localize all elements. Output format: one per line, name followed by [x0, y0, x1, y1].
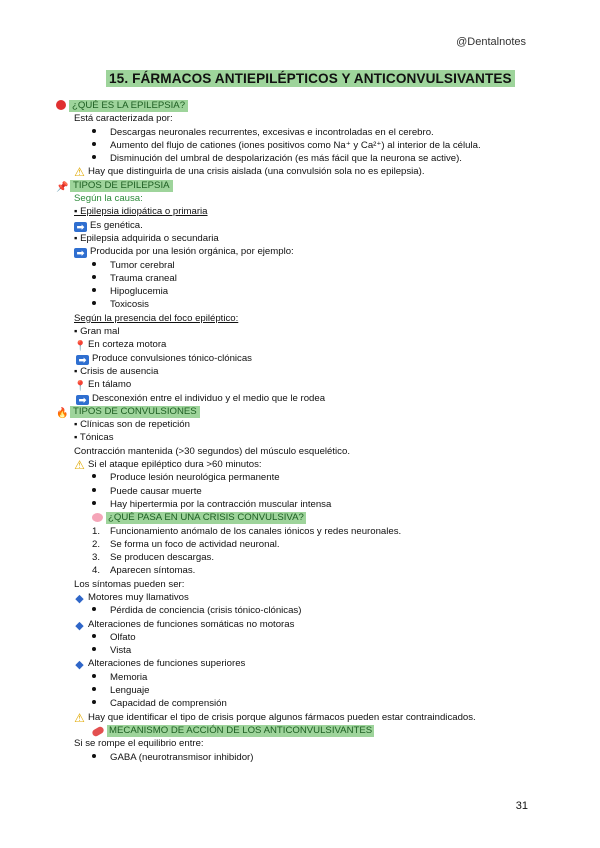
line-text: Tumor cerebral: [110, 259, 175, 271]
list-item: [56, 671, 556, 684]
list-item: [56, 525, 556, 538]
list-number: 4.: [92, 565, 101, 577]
line-text: MECANISMO DE ACCIÓN DE LOS ANTICONVULSIVANTES: [109, 724, 373, 736]
text-line: [56, 352, 556, 365]
line-text: Disminución del umbral de despolarización (es más fácil que la neurona se active).: [110, 153, 462, 165]
line-text: Puede causar muerte: [110, 485, 202, 497]
bullet-dot: [92, 485, 99, 498]
right-arrow-icon: ➡: [74, 248, 87, 258]
line-text: ▪ Epilepsia idiopática o primaria: [74, 206, 208, 218]
text-line: [56, 325, 556, 338]
line-text: Aumento del flujo de cationes (iones positivos como Na⁺ y Ca²⁺) al interior de la célula.: [110, 139, 481, 151]
right-arrow-icon: ➡: [76, 355, 89, 365]
list-item: [56, 551, 556, 564]
author-handle: @Dentalnotes: [456, 36, 526, 48]
text-line: [56, 618, 556, 631]
section-heading: [56, 405, 556, 418]
line-text: ▪ Crisis de ausencia: [74, 365, 159, 377]
line-text: Lenguaje: [110, 685, 150, 697]
list-item: [56, 644, 556, 657]
list-item: [56, 697, 556, 710]
line-text: Si se rompe el equilibrio entre:: [74, 738, 204, 750]
line-text: Los síntomas pueden ser:: [74, 578, 185, 590]
list-item: [56, 152, 556, 165]
list-item: [56, 471, 556, 484]
list-number: 1.: [92, 525, 101, 537]
text-line: [56, 418, 556, 431]
text-line: [56, 112, 556, 125]
list-item: [56, 538, 556, 551]
text-line: [56, 445, 556, 458]
list-item: [56, 298, 556, 311]
bullet-dot: [92, 152, 99, 165]
line-text: Se producen descargas.: [110, 552, 214, 564]
section-heading: [56, 179, 556, 192]
line-text: Hipoglucemia: [110, 286, 169, 298]
list-item: [56, 285, 556, 298]
line-text: ▪ Epilepsia adquirida o secundaria: [74, 232, 219, 244]
line-text: Aparecen síntomas.: [110, 565, 196, 577]
location-pin-icon: 📍: [74, 381, 87, 393]
text-line: [56, 232, 556, 245]
text-line: [56, 378, 556, 391]
bullet-dot: [92, 259, 99, 272]
bullet-dot: [92, 671, 99, 684]
line-text: Si el ataque epiléptico dura >60 minutos:: [88, 459, 262, 471]
line-text: Contracción mantenida (>30 segundos) del músculo esquelético.: [74, 445, 350, 457]
bullet-dot: [92, 285, 99, 298]
list-item: [56, 631, 556, 644]
line-text: Motores muy llamativos: [88, 591, 189, 603]
text-line: [56, 245, 556, 258]
list-item: [56, 259, 556, 272]
list-item: [56, 139, 556, 152]
text-line: [56, 392, 556, 405]
text-line: [56, 338, 556, 351]
line-text: Alteraciones de funciones superiores: [88, 658, 246, 670]
text-line: [56, 578, 556, 591]
line-text: Producida por una lesión orgánica, por ejemplo:: [90, 246, 294, 258]
bullet-dot: [92, 604, 99, 617]
pushpin-icon: 📌: [56, 181, 69, 193]
page-title: 15. FÁRMACOS ANTIEPILÉPTICOS Y ANTICONVULSIVANTES: [106, 70, 515, 87]
line-text: TIPOS DE EPILEPSIA: [70, 180, 173, 192]
line-text: Hay que distinguirla de una crisis aislada (una convulsión sola no es epilepsia).: [88, 166, 425, 178]
text-line: [56, 431, 556, 444]
bullet-dot: [92, 644, 99, 657]
text-line: [56, 737, 556, 750]
section-heading: [56, 511, 556, 524]
bullet-dot: [92, 631, 99, 644]
section-heading: [56, 99, 556, 112]
line-text: ¿QUÉ ES LA EPILEPSIA?: [69, 100, 188, 112]
blue-diamond-icon: ◆: [75, 592, 84, 605]
bullet-dot: [92, 697, 99, 710]
list-item: [56, 126, 556, 139]
text-line: [56, 458, 556, 471]
list-item: [56, 604, 556, 617]
line-text: Está caracterizada por:: [74, 113, 173, 125]
line-text: Es genética.: [90, 219, 143, 231]
bullet-dot: [92, 139, 99, 152]
line-text: Alteraciones de funciones somáticas no motoras: [88, 618, 295, 630]
line-text: Hay hipertermia por la contracción muscular intensa: [110, 498, 332, 510]
line-text: Toxicosis: [110, 299, 149, 311]
list-item: [56, 751, 556, 764]
section-heading: [56, 724, 556, 737]
line-text: Según la presencia del foco epiléptico:: [74, 312, 239, 324]
text-line: [56, 711, 556, 724]
line-text: Se forma un foco de actividad neuronal.: [110, 538, 280, 550]
right-arrow-icon: ➡: [76, 395, 89, 405]
text-line: [56, 192, 556, 205]
line-text: TIPOS DE CONVULSIONES: [70, 406, 200, 418]
list-number: 3.: [92, 552, 101, 564]
red-circle-icon: [56, 100, 66, 110]
line-text: GABA (neurotransmisor inhibidor): [110, 751, 254, 763]
line-text: Trauma craneal: [110, 272, 177, 284]
line-text: Produce convulsiones tónico-clónicas: [92, 352, 252, 364]
text-line: [56, 657, 556, 670]
text-line: [56, 219, 556, 232]
bullet-dot: [92, 498, 99, 511]
bullet-dot: [92, 471, 99, 484]
line-text: Funcionamiento anómalo de los canales iónicos y redes neuronales.: [110, 525, 402, 537]
title-block: [106, 70, 515, 87]
brain-icon: [92, 513, 103, 522]
blue-diamond-icon: ◆: [75, 619, 84, 632]
bullet-dot: [92, 684, 99, 697]
bullet-dot: [92, 126, 99, 139]
location-pin-icon: 📍: [74, 341, 87, 353]
text-line: [56, 205, 556, 218]
list-item: [56, 272, 556, 285]
warning-icon: ⚠: [74, 710, 85, 725]
line-text: Olfato: [110, 631, 136, 643]
document-body: [56, 99, 556, 764]
list-number: 2.: [92, 538, 101, 550]
line-text: Vista: [110, 645, 132, 657]
line-text: ¿QUÉ PASA EN UNA CRISIS CONVULSIVA?: [108, 512, 304, 524]
bullet-dot: [92, 751, 99, 764]
page-number: 31: [515, 800, 528, 812]
line-text: ▪ Clínicas son de repetición: [74, 419, 190, 431]
line-text: Según la causa:: [74, 193, 143, 205]
line-text: Produce lesión neurológica permanente: [110, 472, 280, 484]
list-item: [56, 485, 556, 498]
line-text: Descargas neuronales recurrentes, excesivas e incontroladas en el cerebro.: [110, 126, 434, 138]
line-text: Memoria: [110, 671, 148, 683]
line-text: ▪ Gran mal: [74, 326, 120, 338]
warning-icon: ⚠: [74, 458, 85, 473]
line-text: En corteza motora: [88, 339, 167, 351]
right-arrow-icon: ➡: [74, 222, 87, 232]
line-text: Pérdida de conciencia (crisis tónico-clónicas): [110, 605, 302, 617]
text-line: [56, 365, 556, 378]
bullet-dot: [92, 272, 99, 285]
list-item: [56, 498, 556, 511]
list-item: [56, 564, 556, 577]
bullet-dot: [92, 298, 99, 311]
line-text: ▪ Tónicas: [74, 432, 114, 444]
blue-diamond-icon: ◆: [75, 659, 84, 672]
warning-icon: ⚠: [74, 165, 85, 180]
line-text: Capacidad de comprensión: [110, 698, 227, 710]
line-text: Hay que identificar el tipo de crisis porque algunos fármacos pueden estar contraindicados.: [88, 711, 476, 723]
line-text: En tálamo: [88, 379, 132, 391]
list-item: [56, 684, 556, 697]
text-line: [56, 591, 556, 604]
line-text: Desconexión entre el individuo y el medio que le rodea: [92, 392, 326, 404]
fire-icon: 🔥: [56, 407, 69, 419]
text-line: [56, 165, 556, 178]
text-line: [56, 312, 556, 325]
pill-icon: [91, 725, 105, 737]
